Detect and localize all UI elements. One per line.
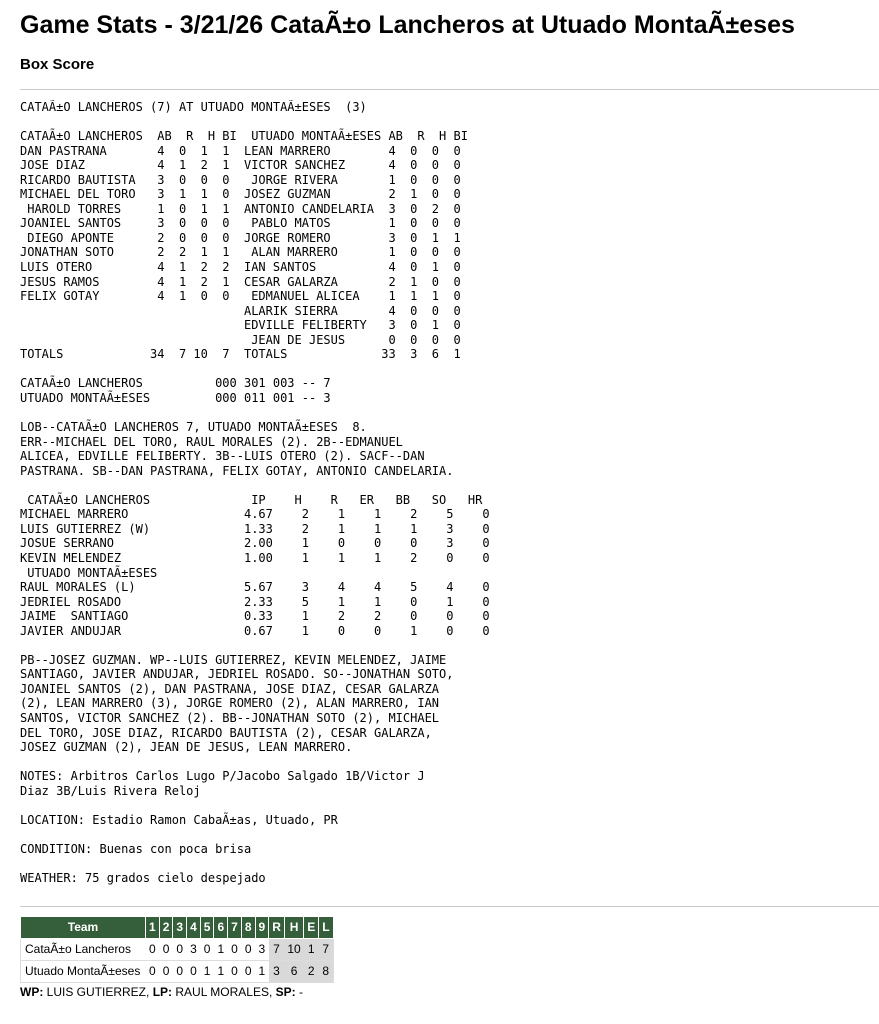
lp-value: RAUL MORALES, xyxy=(172,984,276,999)
inning-score: 0 xyxy=(159,960,173,982)
inning-score: 0 xyxy=(146,938,160,960)
inning-score: 1 xyxy=(214,938,228,960)
header-inning-7: 7 xyxy=(228,916,242,938)
header-inning-4: 4 xyxy=(187,916,201,938)
header-lob: L xyxy=(319,916,333,938)
team-name: CataÃ±o Lancheros xyxy=(21,938,146,960)
inning-score: 0 xyxy=(241,938,255,960)
header-inning-9: 9 xyxy=(255,916,269,938)
inning-score: 3 xyxy=(255,938,269,960)
total-lob: 7 xyxy=(319,938,333,960)
header-inning-8: 8 xyxy=(241,916,255,938)
wp-label: WP: xyxy=(20,984,44,999)
total-runs: 7 xyxy=(269,938,285,960)
inning-score: 0 xyxy=(241,960,255,982)
header-errors: E xyxy=(304,916,319,938)
header-inning-3: 3 xyxy=(173,916,187,938)
inning-score: 0 xyxy=(159,938,173,960)
header-hits: H xyxy=(284,916,303,938)
inning-score: 0 xyxy=(173,938,187,960)
header-runs: R xyxy=(269,916,285,938)
inning-score: 0 xyxy=(200,938,214,960)
linescore-row-home xyxy=(21,960,334,982)
box-score-text: CATAÃ±O LANCHEROS (7) AT UTUADO MONTAÃ±ESES (3) CATAÃ±O LANCHEROS AB R H BI UTUADO MONTAÃ±ESES AB R H BI DAN PASTRANA 4 0 1 1 LEAN MARRERO 4 0 0 0 JOSE DIAZ 4 1 2 1 VICTOR SANCHEZ 4 0 0 0 RICARDO BAUTISTA 3 0 0 0 JORGE RIVERA 1 0 0 0 MICHAEL DEL TORO 3 1 1 0 JOSEZ GUZMAN 2 1 0 0 HAROLD TORRES 1 0 1 1 ANTONIO CANDELARIA 3 0 2 0 JOANIEL SANTOS 3 0 0 0 PABLO MATOS 1 0 0 0 DIEGO APONTE 2 0 0 0 JORGE ROMERO 3 0 1 1 JONATHAN SOTO 2 2 1 1 ALAN MARRERO 1 0 0 0 LUIS OTERO 4 1 2 2 IAN SANTOS 4 0 1 0 JESUS RAMOS 4 1 2 1 CESAR GALARZA 2 1 0 0 FELIX GOTAY 4 1 0 0 EDMANUEL ALICEA 1 1 1 0 ALARIK SIERRA 4 0 0 0 EDVILLE FELIBERTY 3 0 1 0 JEAN DE JESUS 0 0 0 0 TOTALS 34 7 10 7 TOTALS 33 3 6 1 CATAÃ±O LANCHEROS 000 301 003 -- 7 UTUADO MONTAÃ±ESES 000 011 001 -- 3 LOB--CATAÃ±O LANCHEROS 7, UTUADO MONTAÃ±ESES 8. ERR--MICHAEL DEL TORO, RAUL MORALES (2). 2B--EDMANUEL ALICEA, EDVILLE FELIBERTY. 3B--LUIS OTERO (2). SACF--DAN PASTRANA. SB--DAN PASTRANA, FELIX GOTAY, ANTONIO CANDELARIA. CATAÃ±O LANCHEROS IP H R ER BB SO HR MICHAEL MARRERO 4.67 2 1 1 2 5 0 LUIS GUTIERREZ (W) 1.33 2 1 1 1 3 0 JOSUE SERRANO 2.00 1 0 0 0 3 0 KEVIN MELENDEZ 1.00 1 1 1 2 0 0 UTUADO MONTAÃ±ESES RAUL MORALES (L) 5.67 3 4 4 5 4 0 JEDRIEL ROSADO 2.33 5 1 1 0 1 0 JAIME SANTIAGO 0.33 1 2 2 0 0 0 JAVIER ANDUJAR 0.67 1 0 0 1 0 0 PB--JOSEZ GUZMAN. WP--LUIS GUTIERREZ, KEVIN MELENDEZ, JAIME SANTIAGO, JAVIER ANDUJAR, JEDRIEL ROSADO. SO--JONATHAN SOTO, JOANIEL SANTOS (2), DAN PASTRANA, JOSE DIAZ, CESAR GALARZA (2), LEAN MARRERO (3), JORGE ROMERO (2), ALAN MARRERO, IAN SANTOS, VICTOR SANCHEZ (2). BB--JONATHAN SOTO (2), MICHAEL DEL TORO, JOSE DIAZ, RICARDO BAUTISTA (2), CESAR GALARZA, JOSEZ GUZMAN (2), JEAN DE JESUS, LEAN MARRERO. NOTES: Arbitros Carlos Lugo P/Jacobo Salgado 1B/Victor J Diaz 3B/Luis Rivera Reloj LOCATION: Estadio Ramon CabaÃ±as, Utuado, PR CONDITION: Buenas con poca brisa WEATHER: 75 grados cielo despejado xyxy=(20,100,490,885)
total-runs: 3 xyxy=(269,960,285,982)
linescore-header-row xyxy=(21,916,334,938)
lp-label: LP: xyxy=(152,984,173,999)
inning-score: 1 xyxy=(214,960,228,982)
header-inning-1: 1 xyxy=(146,916,160,938)
header-inning-6: 6 xyxy=(214,916,228,938)
linescore-table xyxy=(20,916,334,983)
linescore-row-visitor xyxy=(21,938,334,960)
inning-score: 0 xyxy=(228,938,242,960)
pitcher-decisions xyxy=(20,984,859,1000)
inning-score: 1 xyxy=(255,960,269,982)
header-team: Team xyxy=(21,916,146,938)
total-errors: 2 xyxy=(304,960,319,982)
inning-score: 0 xyxy=(228,960,242,982)
header-inning-5: 5 xyxy=(200,916,214,938)
inning-score: 1 xyxy=(200,960,214,982)
page-title: Game Stats - 3/21/26 CataÃ±o Lancheros at Utuado MontaÃ±eses xyxy=(20,11,795,39)
inning-score: 3 xyxy=(187,938,201,960)
total-lob: 8 xyxy=(319,960,333,982)
inning-score: 0 xyxy=(187,960,201,982)
total-errors: 1 xyxy=(304,938,319,960)
team-name: Utuado MontaÃ±eses xyxy=(21,960,146,982)
sp-label: SP: xyxy=(275,984,296,999)
header-inning-2: 2 xyxy=(159,916,173,938)
inning-score: 0 xyxy=(146,960,160,982)
total-hits: 10 xyxy=(284,938,303,960)
top-divider xyxy=(20,89,879,90)
bottom-divider xyxy=(20,906,879,907)
sp-value: - xyxy=(295,984,303,999)
section-heading: Box Score xyxy=(20,56,95,73)
wp-value: LUIS GUTIERREZ, xyxy=(43,984,153,999)
inning-score: 0 xyxy=(173,960,187,982)
total-hits: 6 xyxy=(284,960,303,982)
